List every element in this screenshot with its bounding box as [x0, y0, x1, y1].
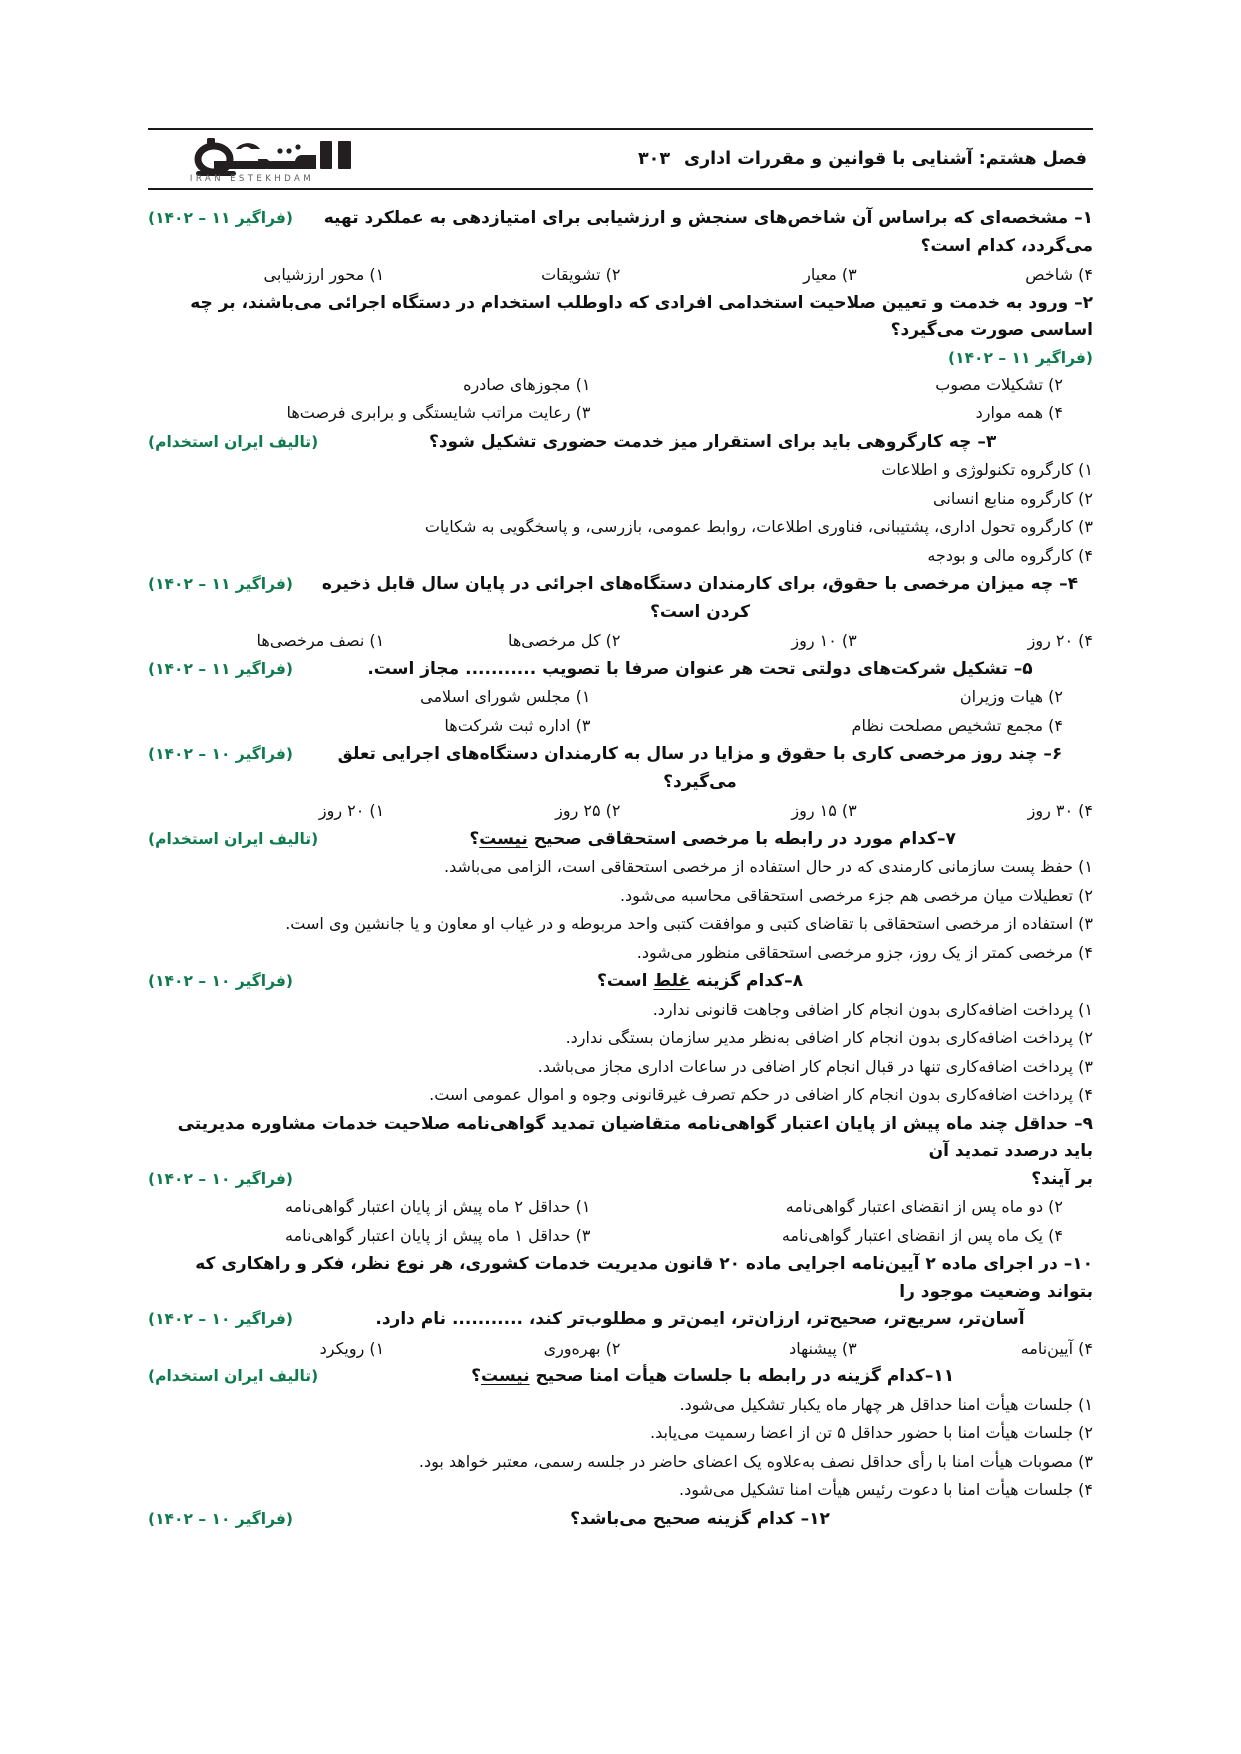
- header-rule-bottom: [148, 188, 1093, 190]
- question-5-options-row-1: [148, 683, 1093, 711]
- question-6-source-tag: (فراگیر ۱۰ – ۱۴۰۲): [148, 745, 293, 764]
- option[interactable]: ۳) پرداخت اضافه‌کاری تنها در قبال انجام کار اضافی در ساعات اداری مجاز می‌باشد.: [537, 1056, 1093, 1076]
- question-2-options-row-2: [148, 399, 1093, 427]
- question-7-options: [148, 853, 1093, 967]
- option[interactable]: ۳) ۱۵ روز: [791, 801, 857, 821]
- option[interactable]: ۱) پرداخت اضافه‌کاری بدون انجام کار اضافی وجاهت قانونی ندارد.: [652, 999, 1093, 1019]
- option[interactable]: ۲) کارگروه منابع انسانی: [933, 488, 1093, 508]
- question-5-stem: ۵– تشکیل شرکت‌های دولتی تحت هر عنوان صرفا با تصویب ........... مجاز است.: [367, 658, 1033, 679]
- option[interactable]: ۲) جلسات هیأت امنا با حضور حداقل ۵ تن از اعضا رسمیت می‌یابد.: [649, 1423, 1093, 1443]
- question-6-options: [148, 797, 1093, 825]
- option[interactable]: ۳) پیشنهاد: [789, 1338, 857, 1358]
- question-11-negation: نیست: [481, 1366, 530, 1387]
- question-10-source-tag: (فراگیر ۱۰ – ۱۴۰۲): [148, 1310, 293, 1329]
- question-4-source-tag: (فراگیر ۱۱ – ۱۴۰۲): [148, 575, 293, 594]
- question-10-stem-line2: آسان‌تر، سریع‌تر، صحیح‌تر، ارزان‌تر، ایمن‌تر و مطلوب‌تر کند، ........... نام دارد.: [375, 1309, 1025, 1330]
- question-8-source-tag: (فراگیر ۱۰ – ۱۴۰۲): [148, 972, 293, 991]
- option[interactable]: ۱) جلسات هیأت امنا حداقل هر چهار ماه یکبار تشکیل می‌شود.: [679, 1394, 1093, 1414]
- question-11-source-tag: (تالیف ایران استخدام): [148, 1367, 319, 1386]
- question-2-stem: ۲– ورود به خدمت و تعیین صلاحیت استخدامی افرادی که داوطلب استخدام در دستگاه اجرائی می‌باشند، بر چه اساسی صورت می‌گیرد؟: [190, 292, 1093, 341]
- option[interactable]: ۳) اداره ثبت شرکت‌ها: [444, 715, 591, 735]
- question-7-negation: نیست: [479, 828, 528, 849]
- question-3-stem: ۳– چه کارگروهی باید برای استقرار میز خدمت حضوری تشکیل شود؟: [428, 431, 997, 452]
- option[interactable]: ۴) جلسات هیأت امنا با دعوت رئیس هیأت امنا تشکیل می‌شود.: [679, 1480, 1093, 1500]
- question-1-options: [148, 261, 1093, 289]
- page-number: ۳۰۳: [638, 149, 671, 169]
- question-2: [148, 290, 1093, 428]
- option[interactable]: ۱) مجوزهای صادره: [463, 374, 591, 394]
- question-1-stem: ۱– مشخصه‌ای که براساس آن شاخص‌های سنجش و ارزشیابی برای امتیازدهی به عملکرد تهیه می‌گردد، کدام است؟: [323, 208, 1093, 256]
- question-9-source-tag: (فراگیر ۱۰ – ۱۴۰۲): [148, 1169, 293, 1188]
- option[interactable]: ۲) ۲۵ روز: [555, 801, 621, 821]
- question-2-options-row-1: [148, 371, 1093, 399]
- question-3-source-tag: (تالیف ایران استخدام): [148, 432, 319, 451]
- question-list: [148, 205, 1093, 1534]
- option[interactable]: ۳) مصوبات هیأت امنا با رأی حداقل نصف به‌علاوه یک اعضای حاضر در جلسه رسمی، معتبر خواهد بود.: [418, 1451, 1093, 1471]
- question-9-options-row-2: [148, 1222, 1093, 1250]
- option[interactable]: ۴) آیین‌نامه: [1020, 1338, 1093, 1358]
- question-12: [148, 1506, 1093, 1534]
- question-6-stem: ۶– چند روز مرخصی کاری با حقوق و مزایا در سال به کارمندان دستگاه‌های اجرایی تعلق می‌گیرد؟: [337, 744, 1063, 792]
- option[interactable]: ۲) پرداخت اضافه‌کاری بدون انجام کار اضافی به‌نظر مدیر سازمان بستگی ندارد.: [565, 1028, 1093, 1048]
- question-11: [148, 1363, 1093, 1504]
- question-12-source-tag: (فراگیر ۱۰ – ۱۴۰۲): [148, 1509, 293, 1528]
- option[interactable]: ۲) دو ماه پس از انقضای اعتبار گواهی‌نامه: [785, 1197, 1063, 1217]
- option[interactable]: ۲) کل مرخصی‌ها: [507, 631, 621, 651]
- question-9-stem-line2: بر آیند؟: [1031, 1168, 1093, 1189]
- option[interactable]: ۴) ۲۰ روز: [1027, 631, 1093, 651]
- option[interactable]: ۲) تشکیلات مصوب: [935, 374, 1063, 394]
- option[interactable]: ۲) بهره‌وری: [543, 1338, 621, 1358]
- option[interactable]: ۴) ۳۰ روز: [1027, 801, 1093, 821]
- question-2-source-tag: (فراگیر ۱۱ – ۱۴۰۲): [948, 348, 1093, 367]
- question-8-options: [148, 996, 1093, 1110]
- option[interactable]: ۲) تشویقات: [541, 265, 621, 285]
- option[interactable]: ۱) ۲۰ روز: [318, 801, 385, 821]
- question-4: [148, 571, 1093, 655]
- option[interactable]: ۱) مجلس شورای اسلامی: [420, 687, 591, 707]
- question-9: [148, 1111, 1093, 1251]
- question-4-stem: ۴– چه میزان مرخصی با حقوق، برای کارمندان دستگاه‌های اجرائی در پایان سال قابل ذخیره کردن است؟: [321, 574, 1079, 622]
- option[interactable]: ۳) کارگروه تحول اداری، پشتیبانی، فناوری اطلاعات، روابط عمومی، بازرسی، و پاسخگویی به شکایات: [424, 517, 1093, 537]
- option[interactable]: ۴) پرداخت اضافه‌کاری بدون انجام کار اضافی در حکم تصرف غیرقانونی وجوه و اموال عمومی است.: [429, 1085, 1093, 1105]
- question-7-stem: ۷–کدام مورد در رابطه با مرخصی استحقاقی صحیح نیست؟: [469, 828, 956, 849]
- option[interactable]: ۴) شاخص: [1025, 265, 1093, 285]
- question-3: [148, 429, 1093, 570]
- option[interactable]: ۴) مرخصی کمتر از یک روز، جزو مرخصی استحقاقی منظور می‌شود.: [636, 942, 1093, 962]
- option[interactable]: ۳) حداقل ۱ ماه پیش از پایان اعتبار گواهی‌نامه: [284, 1225, 591, 1245]
- question-12-stem: ۱۲– کدام گزینه صحیح می‌باشد؟: [570, 1508, 830, 1529]
- option[interactable]: ۳) استفاده از مرخصی استحقاقی با تقاضای کتبی و موافقت کتبی واحد مربوطه و در غیاب او معاون و یا جانشین وی است.: [285, 914, 1093, 934]
- option[interactable]: ۱) حفظ پست سازمانی کارمندی که در حال استفاده از مرخصی استحقاقی است، الزامی می‌باشد.: [443, 857, 1093, 877]
- option[interactable]: ۱) محور ارزشیابی: [263, 265, 385, 285]
- option[interactable]: ۱) حداقل ۲ ماه پیش از پایان اعتبار گواهی‌نامه: [284, 1197, 591, 1217]
- page-title: فصل هشتم: آشنایی با قوانین و مقررات اداری: [684, 149, 1087, 169]
- option[interactable]: ۱) کارگروه تکنولوژی و اطلاعات: [881, 460, 1093, 480]
- question-9-stem: ۹– حداقل چند ماه پیش از پایان اعتبار گواهی‌نامه متقاضیان تمدید گواهی‌نامه صلاحیت خدمات مشاوره مدیریتی باید درصدد تمدید آن: [177, 1113, 1093, 1162]
- option[interactable]: ۱) رویکرد: [319, 1338, 385, 1358]
- page-header: [148, 128, 1093, 190]
- question-11-options: [148, 1391, 1093, 1505]
- logo-tagline: IRAN ESTEKHDAM: [189, 174, 315, 183]
- question-7: [148, 826, 1093, 967]
- option[interactable]: ۳) معیار: [803, 265, 857, 285]
- option[interactable]: ۲) هیات وزیران: [959, 687, 1063, 707]
- question-9-options-row-1: [148, 1193, 1093, 1221]
- question-3-options: [148, 456, 1093, 570]
- option[interactable]: ۳) رعایت مراتب شایستگی و برابری فرصت‌ها: [286, 403, 591, 423]
- iran-estekhdam-logo: [152, 135, 358, 183]
- question-6: [148, 741, 1093, 825]
- option[interactable]: ۱) نصف مرخصی‌ها: [256, 631, 385, 651]
- option[interactable]: ۳) ۱۰ روز: [791, 631, 857, 651]
- question-10: [148, 1251, 1093, 1362]
- option[interactable]: ۴) مجمع تشخیص مصلحت نظام: [851, 715, 1063, 735]
- question-5-source-tag: (فراگیر ۱۱ – ۱۴۰۲): [148, 659, 293, 678]
- question-8-stem: ۸–کدام گزینه غلط است؟: [597, 971, 803, 992]
- question-11-stem: ۱۱–کدام گزینه در رابطه با جلسات هیأت امنا صحیح نیست؟: [471, 1366, 955, 1387]
- question-10-options: [148, 1335, 1093, 1363]
- question-4-options: [148, 627, 1093, 655]
- option[interactable]: ۴) یک ماه پس از انقضای اعتبار گواهی‌نامه: [781, 1225, 1063, 1245]
- question-5: [148, 656, 1093, 740]
- question-7-source-tag: (تالیف ایران استخدام): [148, 829, 319, 848]
- option[interactable]: ۴) کارگروه مالی و بودجه: [927, 545, 1093, 565]
- option[interactable]: ۴) همه موارد: [975, 403, 1063, 423]
- question-8-negation: غلط: [653, 971, 691, 992]
- question-1: [148, 205, 1093, 289]
- option[interactable]: ۲) تعطیلات میان مرخصی هم جزء مرخصی استحقاقی محاسبه می‌شود.: [619, 885, 1093, 905]
- question-5-options-row-2: [148, 712, 1093, 740]
- question-1-source-tag: (فراگیر ۱۱ – ۱۴۰۲): [148, 209, 293, 227]
- question-8: [148, 968, 1093, 1109]
- question-10-stem: ۱۰– در اجرای ماده ۲ آیین‌نامه اجرایی ماده ۲۰ قانون مدیریت خدمات کشوری، هر نوع نظر، فکر و راهکاری که بتواند وضعیت موجود را: [195, 1254, 1093, 1302]
